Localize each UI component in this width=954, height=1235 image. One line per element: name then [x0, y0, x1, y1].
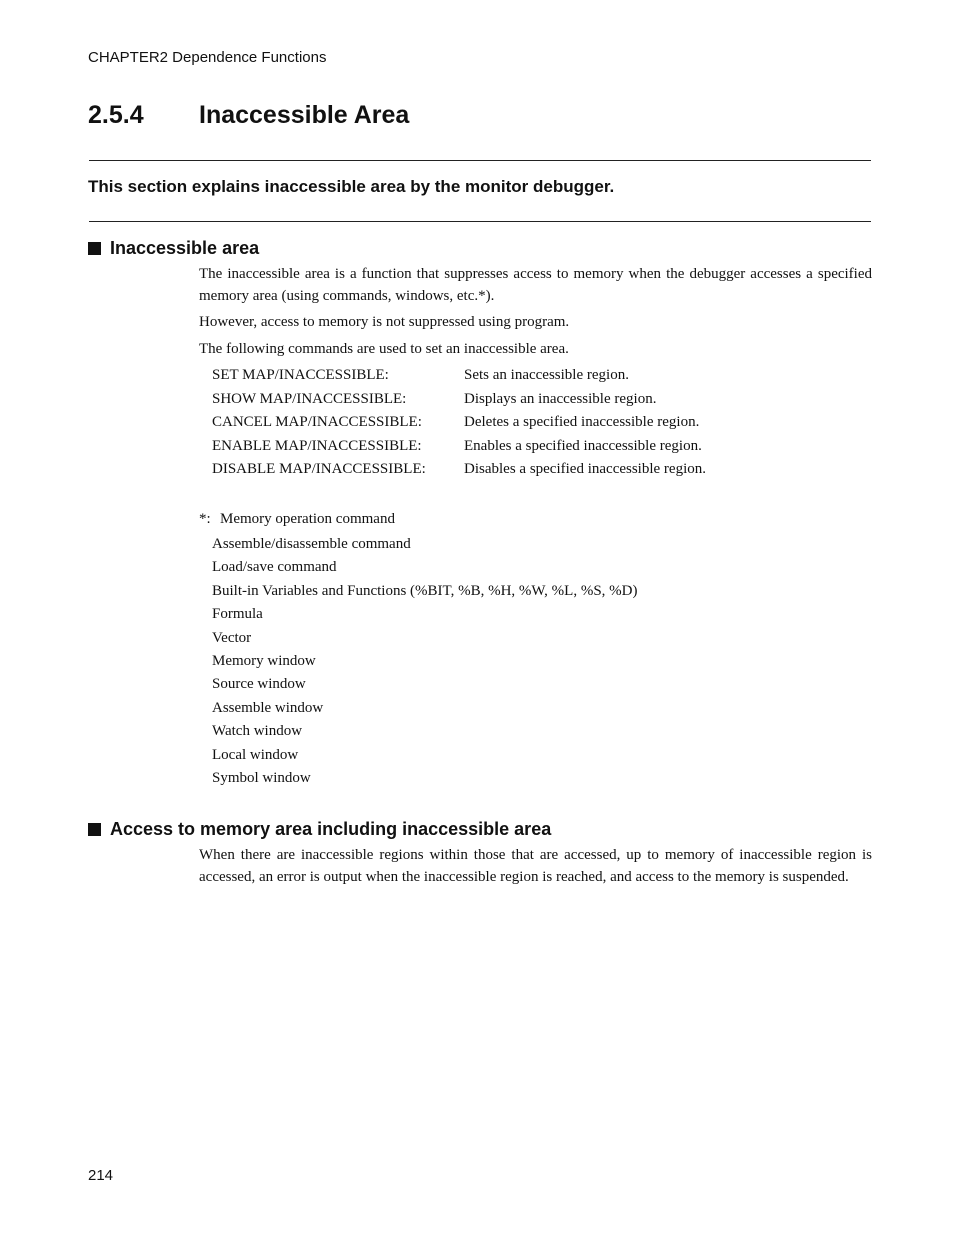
subheading-text: Inaccessible area — [110, 238, 260, 258]
list-item: Watch window — [212, 723, 303, 740]
section-number: 2.5.4 — [88, 101, 144, 129]
section-title — [88, 101, 409, 130]
footnote-title-text: Memory operation command — [220, 511, 395, 527]
command-desc: Deletes a specified inaccessible region. — [464, 414, 700, 430]
bottom-rule — [89, 221, 871, 222]
footnote-title — [199, 508, 395, 530]
list-item: Assemble/disassemble command — [212, 536, 411, 552]
command-item — [212, 411, 706, 435]
subheading-text: Access to memory area including inaccessible area — [110, 819, 552, 839]
list-item: Load/save command — [212, 559, 337, 576]
command-list — [212, 364, 706, 482]
list-item: Vector — [212, 629, 252, 646]
command-item — [212, 435, 706, 459]
list-item: Formula — [212, 606, 263, 623]
command-item — [212, 364, 706, 388]
section-summary: This section explains inaccessible area by the monitor debugger. — [88, 177, 615, 196]
command-name: CANCEL MAP/INACCESSIBLE: — [212, 414, 422, 430]
paragraph-program-note: However, access to memory is not suppressed using program. — [199, 314, 570, 330]
footnote-mark: *: — [199, 511, 211, 527]
command-desc: Sets an inaccessible region. — [464, 367, 629, 383]
top-rule — [89, 160, 871, 161]
command-desc: Enables a specified inaccessible region. — [464, 437, 702, 454]
paragraph-commands-intro: The following commands are used to set an inaccessible area. — [199, 341, 569, 357]
paragraph-definition: The inaccessible area is a function that suppresses access to memory when the debugger accesses a specified memory area (using commands, windows, etc.*). — [199, 266, 872, 304]
list-item: Built-in Variables and Functions (%BIT, %B, %H, %W, %L, %S, %D) — [212, 582, 638, 599]
subheading-access-memory — [88, 819, 551, 840]
command-name: SHOW MAP/INACCESSIBLE: — [212, 390, 407, 407]
command-item — [212, 458, 706, 482]
command-desc: Disables a specified inaccessible region. — [464, 461, 706, 477]
square-bullet-icon — [88, 242, 101, 255]
paragraph-access-behavior: When there are inaccessible regions within those that are accessed, up to memory of inaccessible region is accessed, an error is output when the inaccessible region is reached, and access to the memory is suspended. — [199, 847, 872, 885]
list-item: Assemble window — [212, 699, 324, 716]
subheading-inaccessible-area — [88, 238, 259, 259]
section-title-text: Inaccessible Area — [199, 101, 410, 129]
page-number: 214 — [88, 1167, 114, 1184]
list-item: Symbol window — [212, 769, 311, 786]
command-name: SET MAP/INACCESSIBLE: — [212, 367, 389, 383]
running-header: CHAPTER2 Dependence Functions — [88, 49, 327, 66]
command-desc: Displays an inaccessible region. — [464, 390, 657, 407]
command-name: DISABLE MAP/INACCESSIBLE: — [212, 461, 426, 477]
list-item: Source window — [212, 676, 306, 693]
footnote-list — [212, 533, 638, 790]
command-name: ENABLE MAP/INACCESSIBLE: — [212, 437, 422, 454]
command-item — [212, 388, 706, 412]
list-item: Memory window — [212, 652, 316, 669]
list-item: Local window — [212, 746, 299, 763]
square-bullet-icon — [88, 823, 101, 836]
